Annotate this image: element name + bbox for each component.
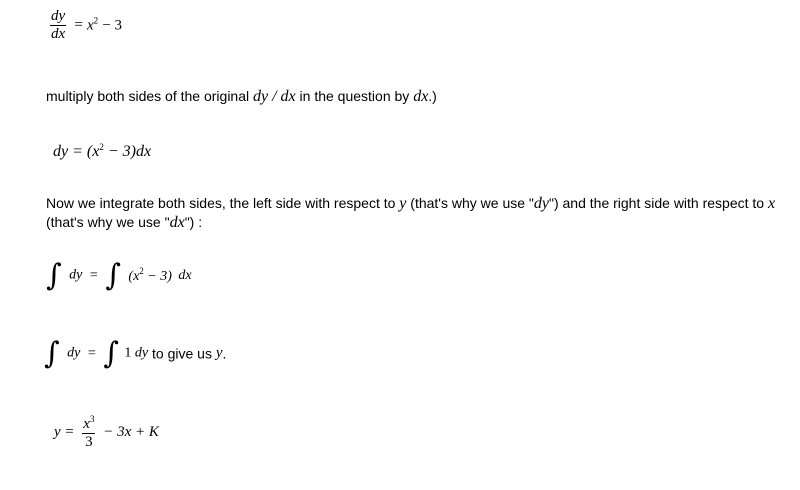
equation-integral-setup: ∫ dy = ∫ $(x^2 - 3)$ dx — [46, 258, 192, 293]
fraction-numerator: dy — [51, 8, 66, 24]
rhs-variable: x — [86, 17, 94, 34]
fraction-denominator: dx — [51, 26, 66, 42]
eq2-rest: − 3)dx — [103, 143, 152, 160]
eq5-lhs: y = — [54, 424, 75, 440]
integral-sign-icon: ∫ — [44, 336, 60, 371]
paragraph-integrate — [46, 194, 775, 232]
eq3-lhs: dy — [69, 267, 83, 283]
equation-solution — [54, 414, 159, 451]
eq2-lhs: dy = — [53, 143, 83, 160]
eq5-tail: − 3x + K — [103, 424, 159, 440]
paragraph-multiply — [46, 88, 437, 106]
p1-before: multiply both sides of the original — [46, 88, 253, 104]
equation-separated — [53, 142, 151, 161]
integral-sign-icon: ∫ — [103, 336, 119, 371]
p1-middle: in the question by — [295, 88, 414, 104]
eq2-exp: 2 — [99, 142, 104, 152]
p2-line1: Now we integrate both sides, the left side with respect to y (that's why we use "dy") and the right side with respect to x — [46, 195, 776, 212]
rhs-tail: − 3 — [102, 17, 123, 34]
integral-sign-icon: ∫ — [46, 258, 62, 293]
equation-integral-y: ∫ dy = ∫ 1 dy to give us y. — [44, 336, 227, 371]
equation-derivative: $\frac{dy}{dx}$ = $x^2 - 3$ — [51, 8, 123, 42]
rhs-exponent: 2 — [93, 15, 99, 26]
integral-sign-icon: ∫ — [105, 258, 121, 293]
p1-after: .) — [428, 88, 437, 104]
p1-math: dy / dx — [253, 88, 296, 105]
eq3-eq: = — [89, 267, 98, 283]
p1-math2: dx — [413, 88, 429, 105]
p2-line2: (that's why we use "dx") : — [46, 214, 203, 231]
fraction-dy-dx — [50, 8, 66, 43]
fraction-x3-over-3: $\frac{x^3}{3}$ — [83, 414, 95, 450]
eq2-open: (x — [86, 143, 100, 160]
